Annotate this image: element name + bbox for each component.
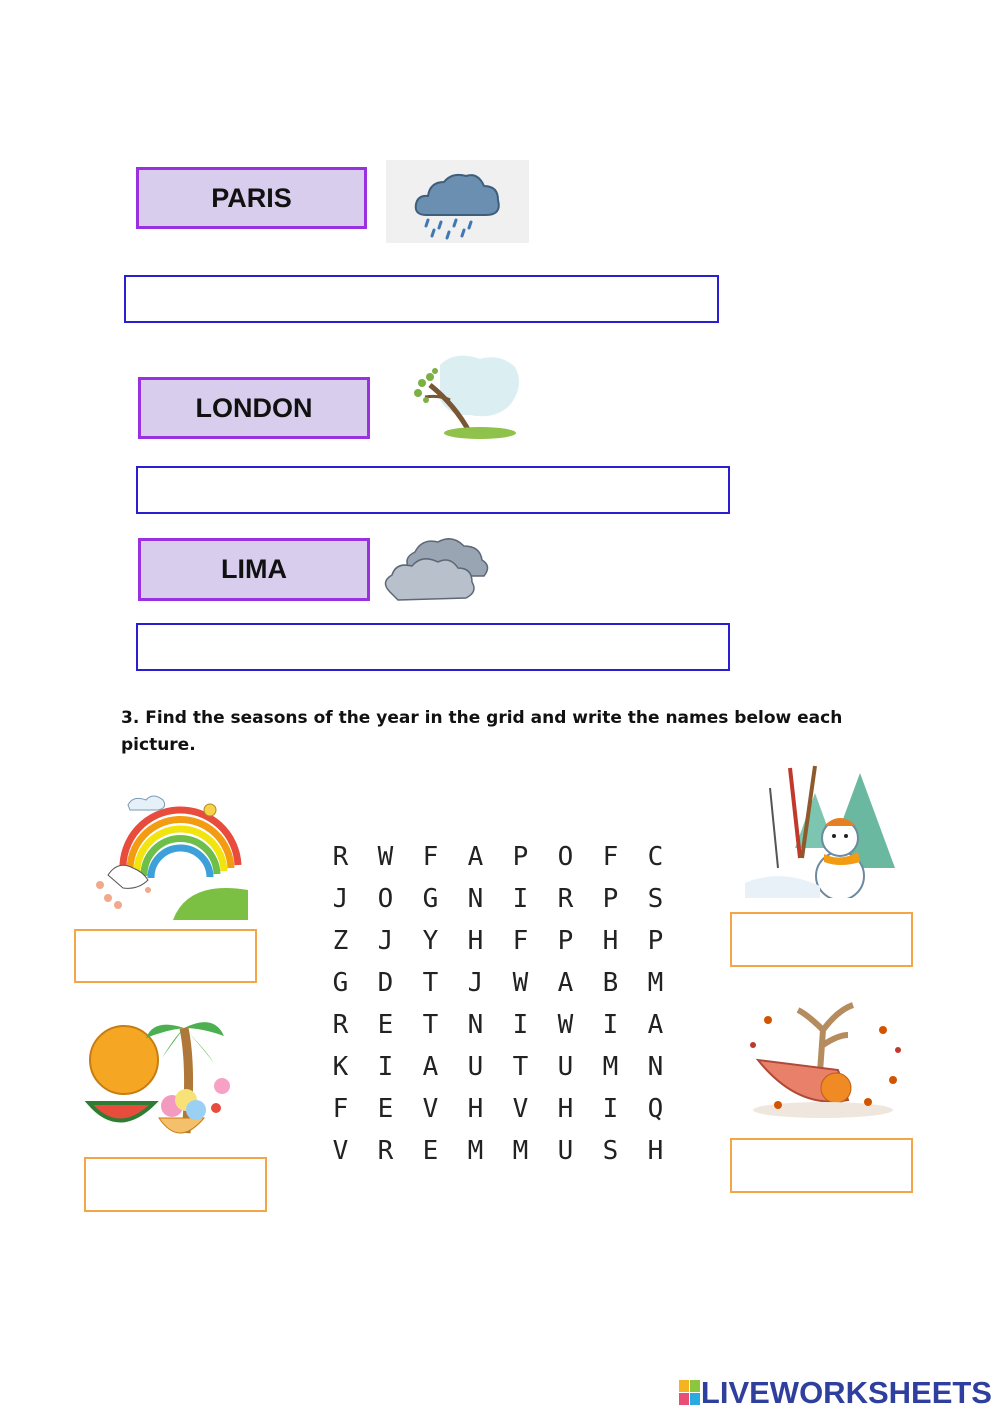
grid-letter[interactable]: H — [467, 926, 484, 956]
grid-letter[interactable]: A — [467, 842, 484, 872]
winter-snowman-picture — [740, 758, 900, 898]
grid-letter[interactable]: F — [332, 1094, 349, 1124]
rain-cloud-icon — [386, 160, 529, 243]
instruction-text: 3. Find the seasons of the year in the grid and write the names below each picture. — [121, 708, 843, 755]
grid-letter[interactable]: M — [647, 968, 664, 998]
word-search-grid — [318, 836, 678, 1172]
grid-letter[interactable]: T — [422, 968, 439, 998]
spring-rainbow-picture — [88, 780, 248, 920]
grid-row — [318, 1088, 678, 1130]
grid-row — [318, 1130, 678, 1172]
city-label-paris — [136, 167, 367, 229]
grid-letter[interactable]: A — [647, 1010, 664, 1040]
grid-letter[interactable]: F — [512, 926, 529, 956]
grid-letter[interactable]: V — [332, 1136, 349, 1166]
logo-badge-icon — [679, 1380, 701, 1406]
grid-letter[interactable]: P — [647, 926, 664, 956]
answer-box-spring[interactable] — [74, 929, 257, 983]
brand-name: LIVEWORKSHEETS — [700, 1375, 992, 1410]
grid-letter[interactable]: R — [332, 842, 349, 872]
city-name: LIMA — [221, 554, 287, 584]
grid-letter[interactable]: B — [602, 968, 619, 998]
grid-letter[interactable]: S — [602, 1136, 619, 1166]
grid-letter[interactable]: G — [422, 884, 439, 914]
windy-tree-icon — [400, 345, 525, 445]
grid-letter[interactable]: V — [512, 1094, 529, 1124]
grid-letter[interactable]: U — [557, 1136, 574, 1166]
grid-letter[interactable]: M — [512, 1136, 529, 1166]
autumn-leaves-picture — [738, 990, 908, 1120]
grid-letter[interactable]: F — [422, 842, 439, 872]
grid-letter[interactable]: P — [557, 926, 574, 956]
grid-letter[interactable]: N — [467, 1010, 484, 1040]
grid-letter[interactable]: Q — [647, 1094, 664, 1124]
grid-letter[interactable]: I — [602, 1010, 619, 1040]
city-label-london — [138, 377, 370, 439]
grid-row — [318, 1004, 678, 1046]
grid-letter[interactable]: H — [467, 1094, 484, 1124]
grid-letter[interactable]: P — [512, 842, 529, 872]
cloudy-icon — [380, 530, 495, 610]
answer-box-lima[interactable] — [136, 623, 730, 671]
grid-letter[interactable]: M — [602, 1052, 619, 1082]
grid-letter[interactable]: F — [602, 842, 619, 872]
grid-letter[interactable]: Z — [332, 926, 349, 956]
grid-letter[interactable]: R — [332, 1010, 349, 1040]
grid-letter[interactable]: S — [647, 884, 664, 914]
grid-row — [318, 962, 678, 1004]
grid-letter[interactable]: H — [647, 1136, 664, 1166]
grid-letter[interactable]: I — [512, 884, 529, 914]
grid-letter[interactable]: O — [377, 884, 394, 914]
grid-letter[interactable]: R — [377, 1136, 394, 1166]
grid-letter[interactable]: W — [557, 1010, 574, 1040]
grid-row — [318, 878, 678, 920]
grid-letter[interactable]: H — [557, 1094, 574, 1124]
grid-letter[interactable]: H — [602, 926, 619, 956]
grid-letter[interactable]: K — [332, 1052, 349, 1082]
grid-letter[interactable]: W — [377, 842, 394, 872]
grid-row — [318, 1046, 678, 1088]
grid-letter[interactable]: R — [557, 884, 574, 914]
answer-box-winter[interactable] — [730, 912, 913, 967]
grid-row — [318, 836, 678, 878]
summer-fruit-picture — [74, 1008, 244, 1153]
grid-letter[interactable]: I — [512, 1010, 529, 1040]
grid-letter[interactable]: N — [647, 1052, 664, 1082]
grid-letter[interactable]: C — [647, 842, 664, 872]
grid-letter[interactable]: A — [557, 968, 574, 998]
grid-letter[interactable]: D — [377, 968, 394, 998]
answer-box-paris[interactable] — [124, 275, 719, 323]
grid-letter[interactable]: J — [467, 968, 484, 998]
grid-letter[interactable]: E — [377, 1010, 394, 1040]
answer-box-summer[interactable] — [84, 1157, 267, 1212]
grid-letter[interactable]: W — [512, 968, 529, 998]
liveworksheets-logo — [679, 1375, 992, 1411]
grid-letter[interactable]: N — [467, 884, 484, 914]
grid-letter[interactable]: Y — [422, 926, 439, 956]
city-label-lima — [138, 538, 370, 601]
grid-letter[interactable]: J — [377, 926, 394, 956]
grid-row — [318, 920, 678, 962]
city-name: LONDON — [195, 392, 313, 423]
grid-letter[interactable]: V — [422, 1094, 439, 1124]
grid-letter[interactable]: A — [422, 1052, 439, 1082]
grid-letter[interactable]: T — [512, 1052, 529, 1082]
grid-letter[interactable]: I — [602, 1094, 619, 1124]
grid-letter[interactable]: E — [422, 1136, 439, 1166]
grid-letter[interactable]: U — [557, 1052, 574, 1082]
grid-letter[interactable]: O — [557, 842, 574, 872]
grid-letter[interactable]: P — [602, 884, 619, 914]
city-name: PARIS — [211, 182, 292, 213]
answer-box-london[interactable] — [136, 466, 730, 514]
grid-letter[interactable]: J — [332, 884, 349, 914]
grid-letter[interactable]: T — [422, 1010, 439, 1040]
grid-letter[interactable]: E — [377, 1094, 394, 1124]
grid-letter[interactable]: U — [467, 1052, 484, 1082]
grid-letter[interactable]: G — [332, 968, 349, 998]
grid-letter[interactable]: M — [467, 1136, 484, 1166]
answer-box-autumn[interactable] — [730, 1138, 913, 1193]
grid-letter[interactable]: I — [377, 1052, 394, 1082]
